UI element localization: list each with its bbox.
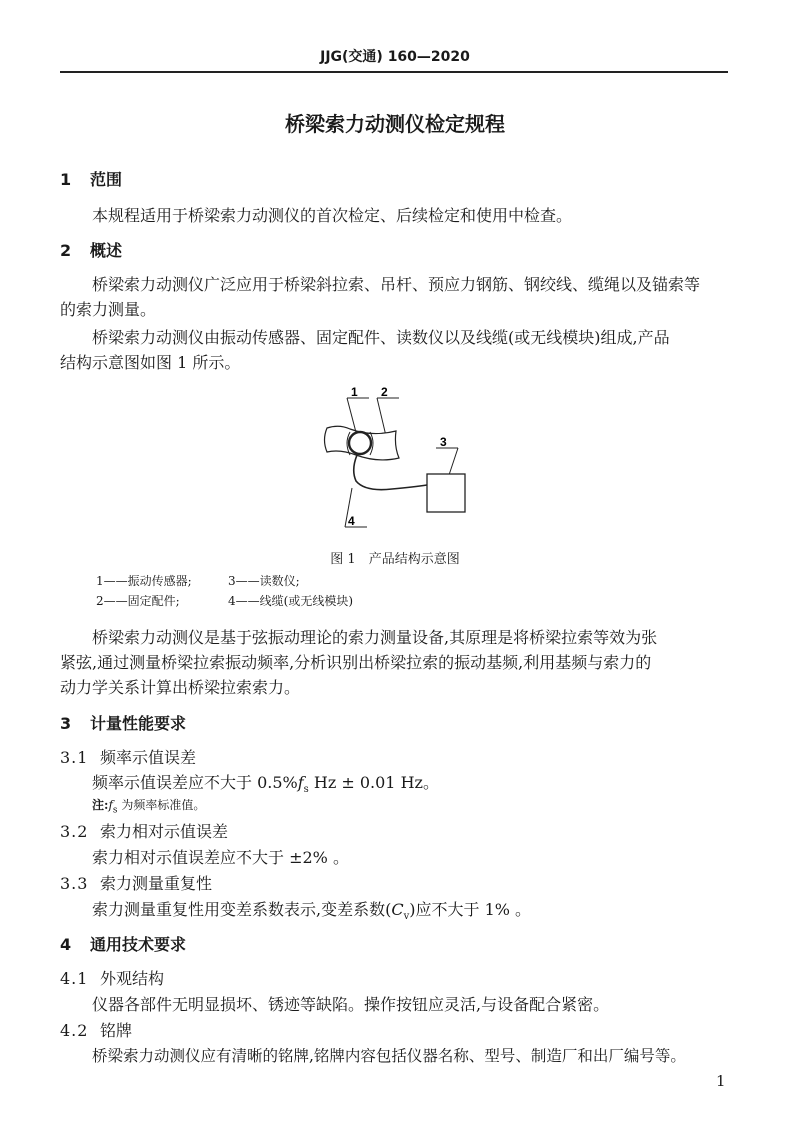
- subsection-number: 4.2: [60, 1021, 89, 1040]
- subsection-title: 铭牌: [100, 1021, 133, 1040]
- note-text: 为频率标准值。: [117, 798, 206, 812]
- subsection-3-3-text: [92, 897, 531, 922]
- section-title: 通用技术要求: [90, 935, 187, 954]
- page-number: 1: [716, 1072, 726, 1090]
- section-4-heading: [60, 932, 186, 955]
- subsection-4-2-text: 桥梁索力动测仪应有清晰的铭牌,铭牌内容包括仪器名称、型号、制造厂和出厂编号等。: [92, 1047, 686, 1065]
- legend-item-1: 1——振动传感器;: [96, 574, 192, 588]
- section-1-paragraph: 本规程适用于桥梁索力动测仪的首次检定、后续检定和使用中检查。: [92, 206, 573, 225]
- principle-line-2: 紧弦,通过测量桥梁拉索振动频率,分析识别出桥梁拉索的振动基频,利用基频与索力的: [60, 653, 652, 672]
- subsection-3-3-heading: [60, 871, 212, 894]
- subsection-number: 3.3: [60, 874, 89, 893]
- legend-item-3: 3——读数仪;: [228, 574, 300, 588]
- cable-line: [354, 455, 427, 490]
- cv-symbol: C: [391, 900, 404, 919]
- section-number: 2: [60, 241, 72, 260]
- section-number: 3: [60, 714, 72, 733]
- principle-line-1: 桥梁索力动测仪是基于弦振动理论的索力测量设备,其原理是将桥梁拉索等效为张: [92, 628, 658, 647]
- subsection-3-1-text: [92, 770, 439, 795]
- subsection-3-1-heading: [60, 745, 196, 768]
- section-number: 4: [60, 935, 72, 954]
- subsection-4-1-text: 仪器各部件无明显损坏、锈迹等缺陷。操作按钮应灵活,与设备配合紧密。: [92, 995, 610, 1014]
- reader-box-shape: [427, 474, 465, 512]
- note-label: 注:: [92, 798, 109, 812]
- repeatability-text: 索力测量重复性用变差系数表示,变差系数(: [92, 900, 392, 919]
- subsection-4-1-heading: [60, 966, 164, 989]
- frequency-subscript: s: [303, 784, 309, 796]
- section-2-paragraph-1-line-2: 的索力测量。: [60, 300, 157, 319]
- callout-3-label: 3: [440, 435, 447, 449]
- leader-2: [377, 398, 386, 436]
- note-frequency-subscript: s: [112, 805, 118, 816]
- repeatability-limit: )应不大于 1% 。: [409, 900, 532, 919]
- section-2-paragraph-2-line-2: 结构示意图如图 1 所示。: [60, 353, 241, 372]
- section-title: 概述: [90, 241, 123, 260]
- subsection-number: 3.1: [60, 748, 89, 767]
- section-title: 范围: [90, 170, 123, 189]
- document-title: 桥梁索力动测仪检定规程: [285, 112, 505, 136]
- section-2-paragraph-2-line-1: 桥梁索力动测仪由振动传感器、固定配件、读数仪以及线缆(或无线模块)组成,产品: [92, 328, 670, 347]
- section-3-heading: [60, 711, 186, 734]
- section-number: 1: [60, 170, 72, 189]
- note-frequency-symbol: f: [108, 798, 113, 812]
- callout-4-label: 4: [348, 514, 355, 528]
- section-title: 计量性能要求: [90, 714, 187, 733]
- legend-item-4: 4——线缆(或无线模块): [228, 594, 353, 608]
- callout-2-label: 2: [381, 385, 388, 399]
- subsection-4-2-heading: [60, 1018, 132, 1041]
- subsection-title: 频率示值误差: [100, 748, 197, 767]
- frequency-symbol: f: [297, 773, 304, 792]
- subsection-number: 3.2: [60, 822, 89, 841]
- vibration-sensor-shape: [349, 432, 371, 454]
- frequency-error-tolerance: Hz ± 0.01 Hz。: [308, 773, 439, 792]
- frequency-error-text: 频率示值误差应不大于 0.5%: [92, 773, 298, 792]
- subsection-title: 索力测量重复性: [100, 874, 213, 893]
- section-2-paragraph-1-line-1: 桥梁索力动测仪广泛应用于桥梁斜拉索、吊杆、预应力钢筋、钢绞线、缆绳以及锚索等: [92, 275, 701, 294]
- subsection-3-2-heading: [60, 819, 228, 842]
- callout-1-label: 1: [351, 385, 358, 399]
- cv-subscript: v: [403, 911, 410, 923]
- subsection-title: 外观结构: [100, 969, 165, 988]
- subsection-3-2-text: 索力相对示值误差应不大于 ±2% 。: [92, 848, 349, 867]
- principle-line-3: 动力学关系计算出桥梁拉索索力。: [60, 678, 301, 697]
- subsection-3-1-note: [92, 796, 205, 815]
- figure-caption: 图 1 产品结构示意图: [330, 552, 460, 567]
- document-code: JJG(交通) 160—2020: [320, 49, 470, 65]
- legend-item-2: 2——固定配件;: [96, 594, 180, 608]
- subsection-number: 4.1: [60, 969, 89, 988]
- subsection-title: 索力相对示值误差: [100, 822, 229, 841]
